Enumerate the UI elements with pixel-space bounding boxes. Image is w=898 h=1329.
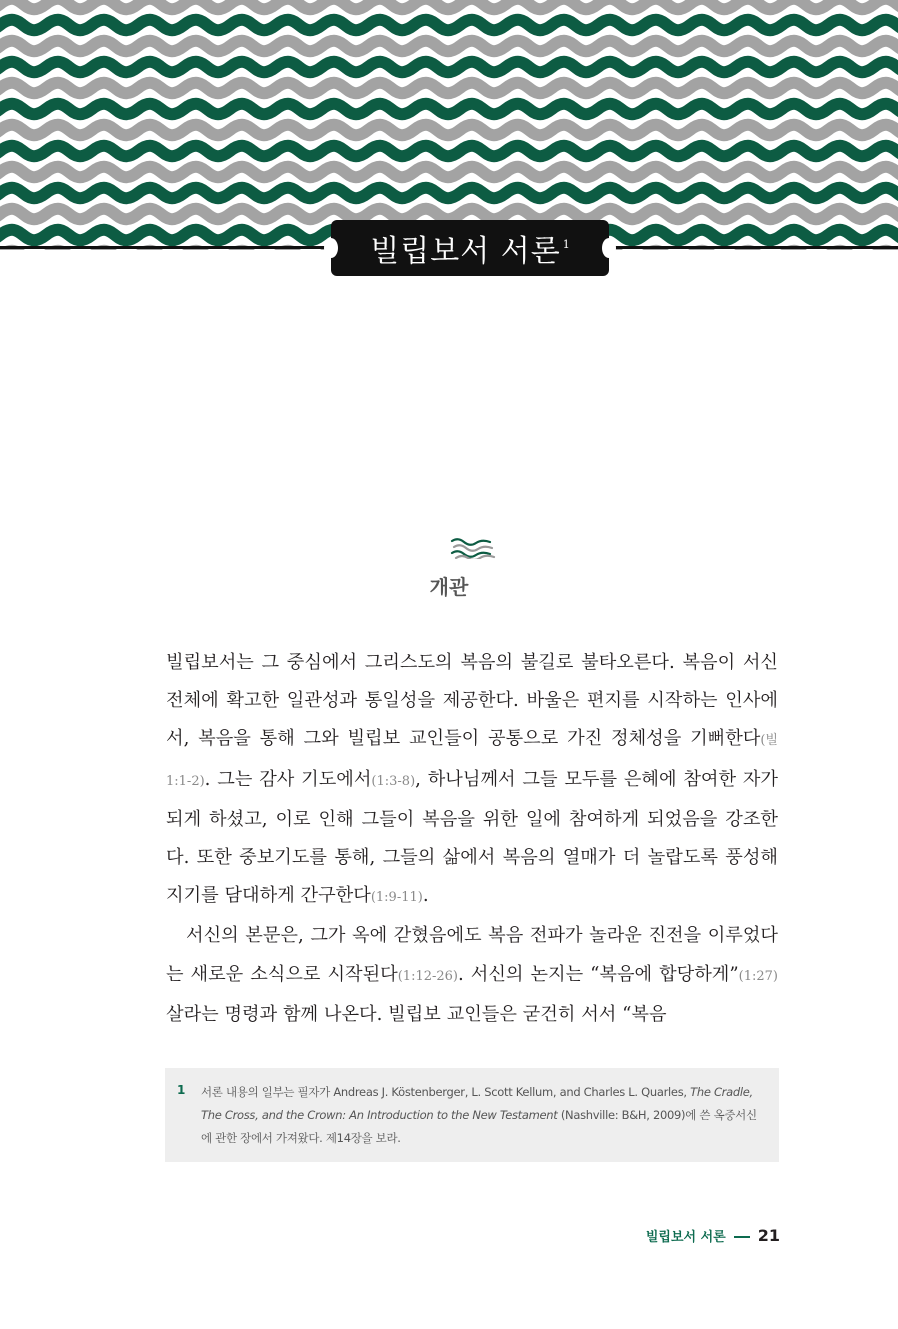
p1-text-d: .	[422, 885, 429, 907]
p2-text-a: 서신의 본문은, 그가 옥에 갇혔음에도 복음 전파가 놀라운 진전을 이루었다는 새로운 소식으로 시작된다	[166, 925, 778, 985]
section-heading: 개관	[429, 575, 469, 599]
wave-stripe	[0, 146, 898, 156]
wave-stripe	[0, 167, 898, 177]
running-head: 빌립보서 서론	[645, 1230, 726, 1245]
wave-ornament-icon	[450, 537, 496, 559]
p2-text-c: 살라는 명령과 함께 나온다. 빌립보 교인들은 굳건히 서서 “복음	[166, 1003, 667, 1025]
page-number: 21	[757, 1226, 780, 1245]
body-text	[166, 644, 778, 1034]
wave-stripe	[0, 209, 898, 219]
wave-stripe	[0, 83, 898, 93]
wave-stripe	[0, 104, 898, 114]
footnote-text	[201, 1081, 765, 1150]
chapter-title: 빌립보서 서론	[370, 234, 561, 269]
footnote-number: 1	[177, 1083, 186, 1097]
wave-stripe	[0, 0, 898, 9]
p1-text-c: , 하나님께서 그들 모두를 은혜에 참여한 자가 되게 하셨고, 이로 인해 그들이 복음을 위한 일에 참여하게 되었음을 강조한다. 또한 중보기도를 통해, 그들의 삶에서 복음의 열매가 더 놀랍도록 풍성해지기를 담대하게 간구한다	[166, 768, 778, 907]
footer-dash	[734, 1236, 750, 1238]
wave-stripe	[0, 20, 898, 30]
footnote-text-b: (Nashville: B&H, 2009)에 쓴 옥중서신에 관한 장에서 가져왔다. 제14장을 보라.	[201, 1108, 757, 1145]
chapter-title-plate	[331, 220, 609, 276]
wave-stripe	[0, 41, 898, 51]
scripture-ref: (1:27)	[738, 968, 778, 984]
footnote-book-title: The Cradle, The Cross, and the Crown: An Introduction to the New Testament	[201, 1085, 753, 1122]
scripture-ref: (1:12-26)	[397, 968, 459, 984]
scripture-ref: (1:3-8)	[371, 773, 416, 789]
paragraph-2	[166, 917, 778, 1034]
paragraph-1	[166, 644, 778, 917]
wave-pattern-graphic	[0, 0, 898, 250]
scripture-ref: (1:9-11)	[370, 890, 423, 906]
title-footnote-marker: 1	[562, 237, 570, 251]
header-wave-pattern	[0, 0, 898, 250]
wave-stripe	[0, 62, 898, 72]
footnote-box	[165, 1068, 779, 1162]
wave-stripe	[0, 188, 898, 198]
scripture-ref: (빌 1:1-2)	[166, 733, 778, 789]
footnote-text-a: 서론 내용의 일부는 필자가 Andreas J. Köstenberger, L. Scott Kellum, and Charles L. Quarles,	[201, 1085, 691, 1099]
page-footer	[646, 1226, 780, 1245]
p2-text-b: . 서신의 논지는 “복음에 합당하게”	[458, 963, 739, 985]
p1-text-a: 빌립보서는 그 중심에서 그리스도의 복음의 불길로 불타오른다. 복음이 서신 전체에 확고한 일관성과 통일성을 제공한다. 바울은 편지를 시작하는 인사에서, 복음을 통해 그와 빌립보 교인들이 공통으로 가진 정체성을 기뻐한다	[166, 652, 778, 750]
p1-text-b: . 그는 감사 기도에서	[204, 768, 372, 790]
wave-stripe	[0, 125, 898, 135]
